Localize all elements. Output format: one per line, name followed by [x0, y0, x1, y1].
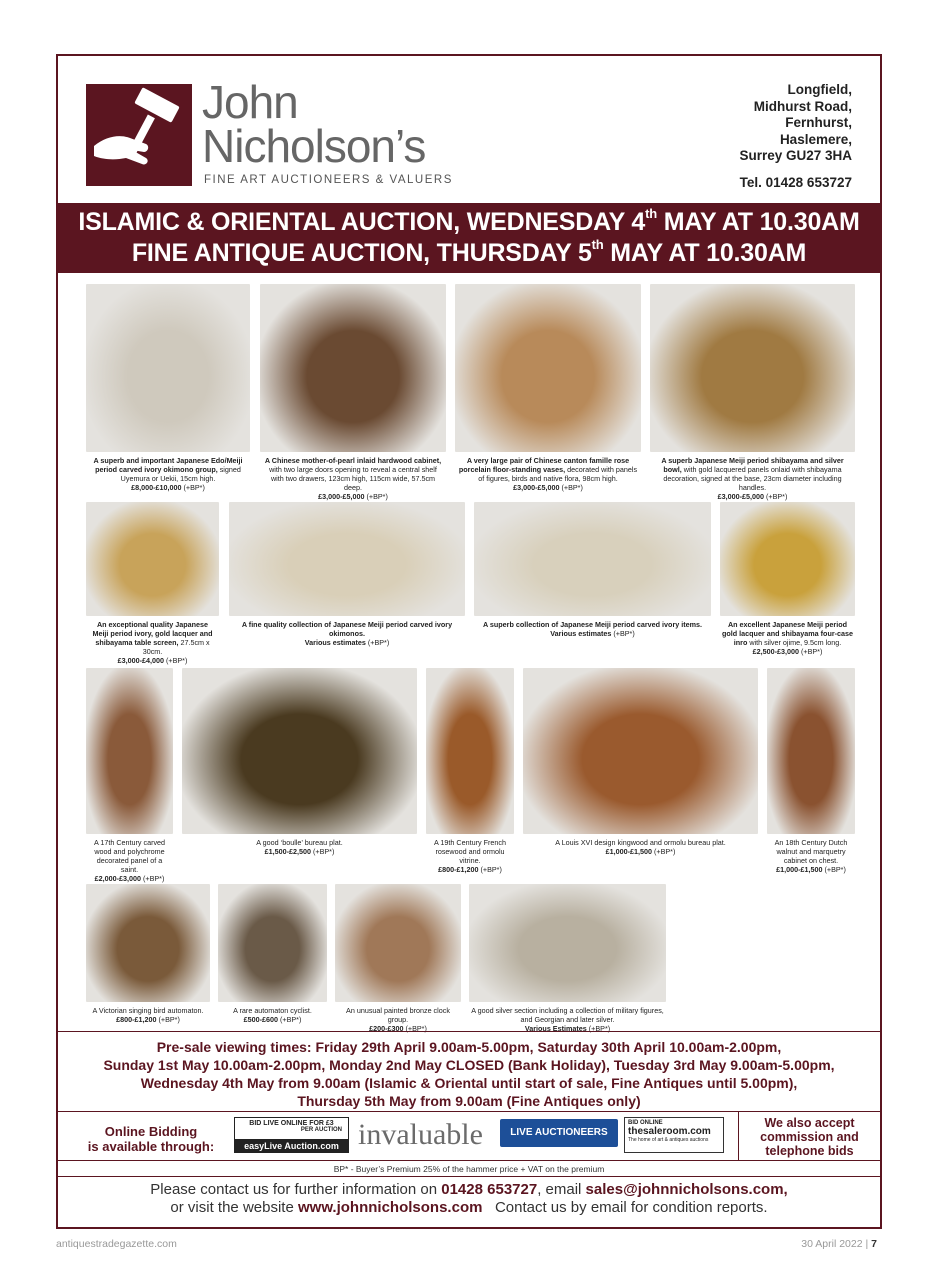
lot-item	[86, 668, 173, 883]
lot-photo	[469, 884, 666, 1002]
lot-item	[86, 502, 219, 665]
lot-item	[182, 668, 417, 856]
lot-caption	[86, 620, 219, 665]
lot-description: A good ‘boulle’ bureau plat.	[256, 838, 343, 847]
lot-caption	[426, 838, 514, 874]
lot-estimate: £2,500-£3,000	[752, 647, 799, 656]
contact-info: Please contact us for further information on 01428 653727, email sales@johnnicholsons.com, or visit the website www.johnnicholsons.com Contact us by email for condition reports.	[150, 1181, 788, 1216]
lot-caption	[523, 838, 758, 856]
lot-bp: (+BP*)	[822, 865, 846, 874]
commission-bids-note: We also accept commission and telephone bids	[738, 1112, 880, 1160]
lot-description: An 18th Century Dutch walnut and marquetry cabinet on chest.	[774, 838, 848, 865]
lot-photo	[182, 668, 417, 834]
lot-title: A superb and important Japanese Edo/Meiji period carved ivory okimono group,	[93, 456, 243, 474]
thesaleroom-logo[interactable]: BID ONLINE thesaleroom.com The home of art & antiques auctions	[624, 1117, 724, 1153]
contact-website[interactable]: www.johnnicholsons.com	[297, 1199, 483, 1216]
lot-estimate: Various Estimates	[524, 1024, 587, 1033]
lot-estimate: £3,000-£5,000	[318, 492, 365, 501]
lot-photo	[767, 668, 855, 834]
brand-subtitle: FINE ART AUCTIONEERS & VALUERS	[204, 174, 453, 186]
lot-caption	[335, 1006, 461, 1033]
lot-item	[86, 284, 250, 492]
lot-description: signed Uyemura or Uekii, 15cm high.	[120, 465, 241, 483]
buyers-premium-note: BP* - Buyer’s Premium 25% of the hammer price + VAT on the premium	[58, 1161, 880, 1177]
lot-bp: (+BP*)	[403, 1024, 427, 1033]
lot-caption	[469, 1006, 666, 1033]
lot-item	[720, 502, 855, 656]
lot-photo	[218, 884, 327, 1002]
lot-bp: (+BP*)	[364, 492, 388, 501]
lot-estimate: £3,000-£4,000	[117, 656, 164, 665]
lot-caption	[218, 1006, 327, 1024]
lot-caption	[86, 456, 250, 492]
lot-description: A 19th Century French rosewood and ormolu vitrine.	[434, 838, 506, 865]
gavel-hand-icon	[86, 84, 192, 186]
lot-photo	[86, 884, 210, 1002]
lot-caption	[86, 838, 173, 883]
lot-description: An unusual painted bronze clock group.	[346, 1006, 450, 1024]
lot-description: A rare automaton cyclist.	[233, 1006, 312, 1015]
lot-photo	[335, 884, 461, 1002]
address-block: Longfield, Midhurst Road, Fernhurst, Haslemere, Surrey GU27 3HA Tel. 01428 653727	[739, 82, 852, 190]
lot-estimate: £8,000-£10,000	[131, 483, 182, 492]
lot-item	[523, 668, 758, 856]
easylive-auction-logo[interactable]: BID LIVE ONLINE FOR £3 PER AUCTION easyLive Auction.com	[234, 1117, 349, 1153]
lot-caption	[650, 456, 855, 501]
lot-bp: (+BP*)	[311, 847, 335, 856]
contact-email[interactable]: sales@johnnicholsons.com,	[585, 1181, 788, 1198]
advert-frame	[56, 54, 882, 1229]
banner-line-1: ISLAMIC & ORIENTAL AUCTION, WEDNESDAY 4th MAY AT 10.30AM	[78, 206, 860, 236]
footer-page-info: 30 April 2022 | 7	[801, 1238, 877, 1250]
viewing-times: Pre-sale viewing times: Friday 29th April 9.00am-5.00pm, Saturday 30th April 10.00am-2.00pm, Sunday 1st May 10.00am-2.00pm, Monday 2nd May CLOSED (Bank Holiday), Tuesday 3rd May 9.00am-5.00pm, Wednesday 4th May from 9.00am (Islamic & Oriental until start of sale, Fine Antiques until 5.00pm), Thursday 5th May from 9.00am (Fine Antiques only)	[58, 1031, 880, 1111]
lot-caption	[260, 456, 446, 501]
lot-item	[469, 884, 666, 1033]
lot-title: A superb collection of Japanese Meiji period carved ivory items.	[482, 620, 703, 629]
telephone: Tel. 01428 653727	[739, 174, 852, 190]
lot-bp: (+BP*)	[799, 647, 823, 656]
lot-title: A fine quality collection of Japanese Meiji period carved ivory okimonos.	[241, 620, 453, 638]
lot-bp: (+BP*)	[156, 1015, 180, 1024]
lot-photo	[426, 668, 514, 834]
lot-bp: (+BP*)	[586, 1024, 611, 1033]
lot-caption	[86, 1006, 210, 1024]
lot-description: 27.5cm x 30cm.	[142, 638, 210, 656]
lot-item	[455, 284, 641, 492]
lot-bp: (+BP*)	[764, 492, 788, 501]
auction-banner	[58, 203, 880, 273]
lot-title: A very large pair of Chinese canton famille rose porcelain floor-standing vases,	[458, 456, 630, 474]
lot-item	[426, 668, 514, 874]
lot-description: with gold lacquered panels onlaid with shibayama decoration, signed at the base, 23cm diameter including handles.	[663, 465, 842, 492]
lot-description: with two large doors opening to reveal a central shelf with two drawers, 123cm high, 115cm wide, 57.5cm deep.	[269, 465, 437, 492]
lot-estimate: £200-£300	[369, 1024, 404, 1033]
lot-estimate: Various estimates	[550, 629, 612, 638]
lot-photo	[260, 284, 446, 452]
lot-caption	[229, 620, 465, 647]
lot-item	[335, 884, 461, 1033]
live-auctioneers-logo[interactable]: LIVE AUCTIONEERS	[500, 1119, 618, 1147]
banner-line-2: FINE ANTIQUE AUCTION, THURSDAY 5th MAY AT 10.30AM	[131, 237, 807, 267]
lot-estimate: £1,000-£1,500	[776, 865, 823, 874]
lot-caption	[455, 456, 641, 492]
lot-title: A Chinese mother-of-pearl inlaid hardwood cabinet,	[264, 456, 442, 465]
lot-estimate: £1,500-£2,500	[264, 847, 311, 856]
lot-photo	[86, 668, 173, 834]
lot-estimate: £500-£600	[243, 1015, 278, 1024]
lot-caption	[474, 620, 711, 638]
lot-photo	[720, 502, 855, 616]
lot-bp: (+BP*)	[141, 874, 165, 883]
contact-phone[interactable]: 01428 653727	[441, 1181, 538, 1198]
lot-estimate: £800-£1,200	[116, 1015, 157, 1024]
lot-description: A Louis XVI design kingwood and ormolu bureau plat.	[555, 838, 726, 847]
brand-name: John Nicholson’s	[202, 76, 426, 172]
lot-estimate: £2,000-£3,000	[94, 874, 141, 883]
invaluable-logo[interactable]: invaluable	[358, 1118, 483, 1151]
lot-estimate: £3,000-£5,000	[513, 483, 560, 492]
lot-caption	[720, 620, 855, 656]
lot-photo	[523, 668, 758, 834]
lot-title: A superb Japanese Meiji period shibayama and silver bowl,	[661, 456, 844, 474]
lot-photo	[229, 502, 465, 616]
lot-item	[218, 884, 327, 1024]
lot-item	[229, 502, 465, 647]
lot-photo	[474, 502, 711, 616]
footer-site[interactable]: antiquestradegazette.com	[56, 1238, 177, 1250]
lot-description: A good silver section including a collection of military figures, and Georgian and later silver.	[471, 1006, 664, 1024]
lot-title: An excellent Japanese Meiji period gold lacquer and shibayama four-case inro	[722, 620, 854, 647]
lot-bp: (+BP*)	[559, 483, 583, 492]
lot-bp: (+BP*)	[278, 1015, 302, 1024]
lot-photo	[650, 284, 855, 452]
lot-bp: (+BP*)	[164, 656, 188, 665]
lot-description: with silver ojime, 9.5cm long.	[747, 638, 842, 647]
online-bidding-row	[58, 1111, 880, 1161]
lot-item	[650, 284, 855, 501]
lot-bp: (+BP*)	[365, 638, 390, 647]
lot-bp: (+BP*)	[611, 629, 635, 638]
lot-description: A 17th Century carved wood and polychrome decorated panel of a saint.	[93, 838, 166, 874]
online-bidding-label: Online Bidding is available through:	[87, 1124, 215, 1154]
lot-title: An exceptional quality Japanese Meiji period ivory, gold lacquer and shibayama table screen,	[92, 620, 213, 647]
lot-photo	[455, 284, 641, 452]
logo-mark	[86, 84, 192, 186]
lot-description: decorated with panels of figures, birds and native flora, 98cm high.	[478, 465, 638, 483]
lot-photo	[86, 502, 219, 616]
lot-item	[86, 884, 210, 1024]
lot-bp: (+BP*)	[478, 865, 502, 874]
lot-description: A Victorian singing bird automaton.	[92, 1006, 204, 1015]
lot-caption	[182, 838, 417, 856]
lot-estimate: £3,000-£5,000	[717, 492, 764, 501]
lot-photo	[86, 284, 250, 452]
lot-item	[767, 668, 855, 874]
lot-estimate: £1,000-£1,500	[605, 847, 652, 856]
lot-caption	[767, 838, 855, 874]
lot-item	[260, 284, 446, 501]
lot-item	[474, 502, 711, 638]
lot-estimate: £800-£1,200	[438, 865, 479, 874]
lot-bp: (+BP*)	[181, 483, 205, 492]
lot-estimate: Various estimates	[304, 638, 366, 647]
lot-bp: (+BP*)	[652, 847, 676, 856]
